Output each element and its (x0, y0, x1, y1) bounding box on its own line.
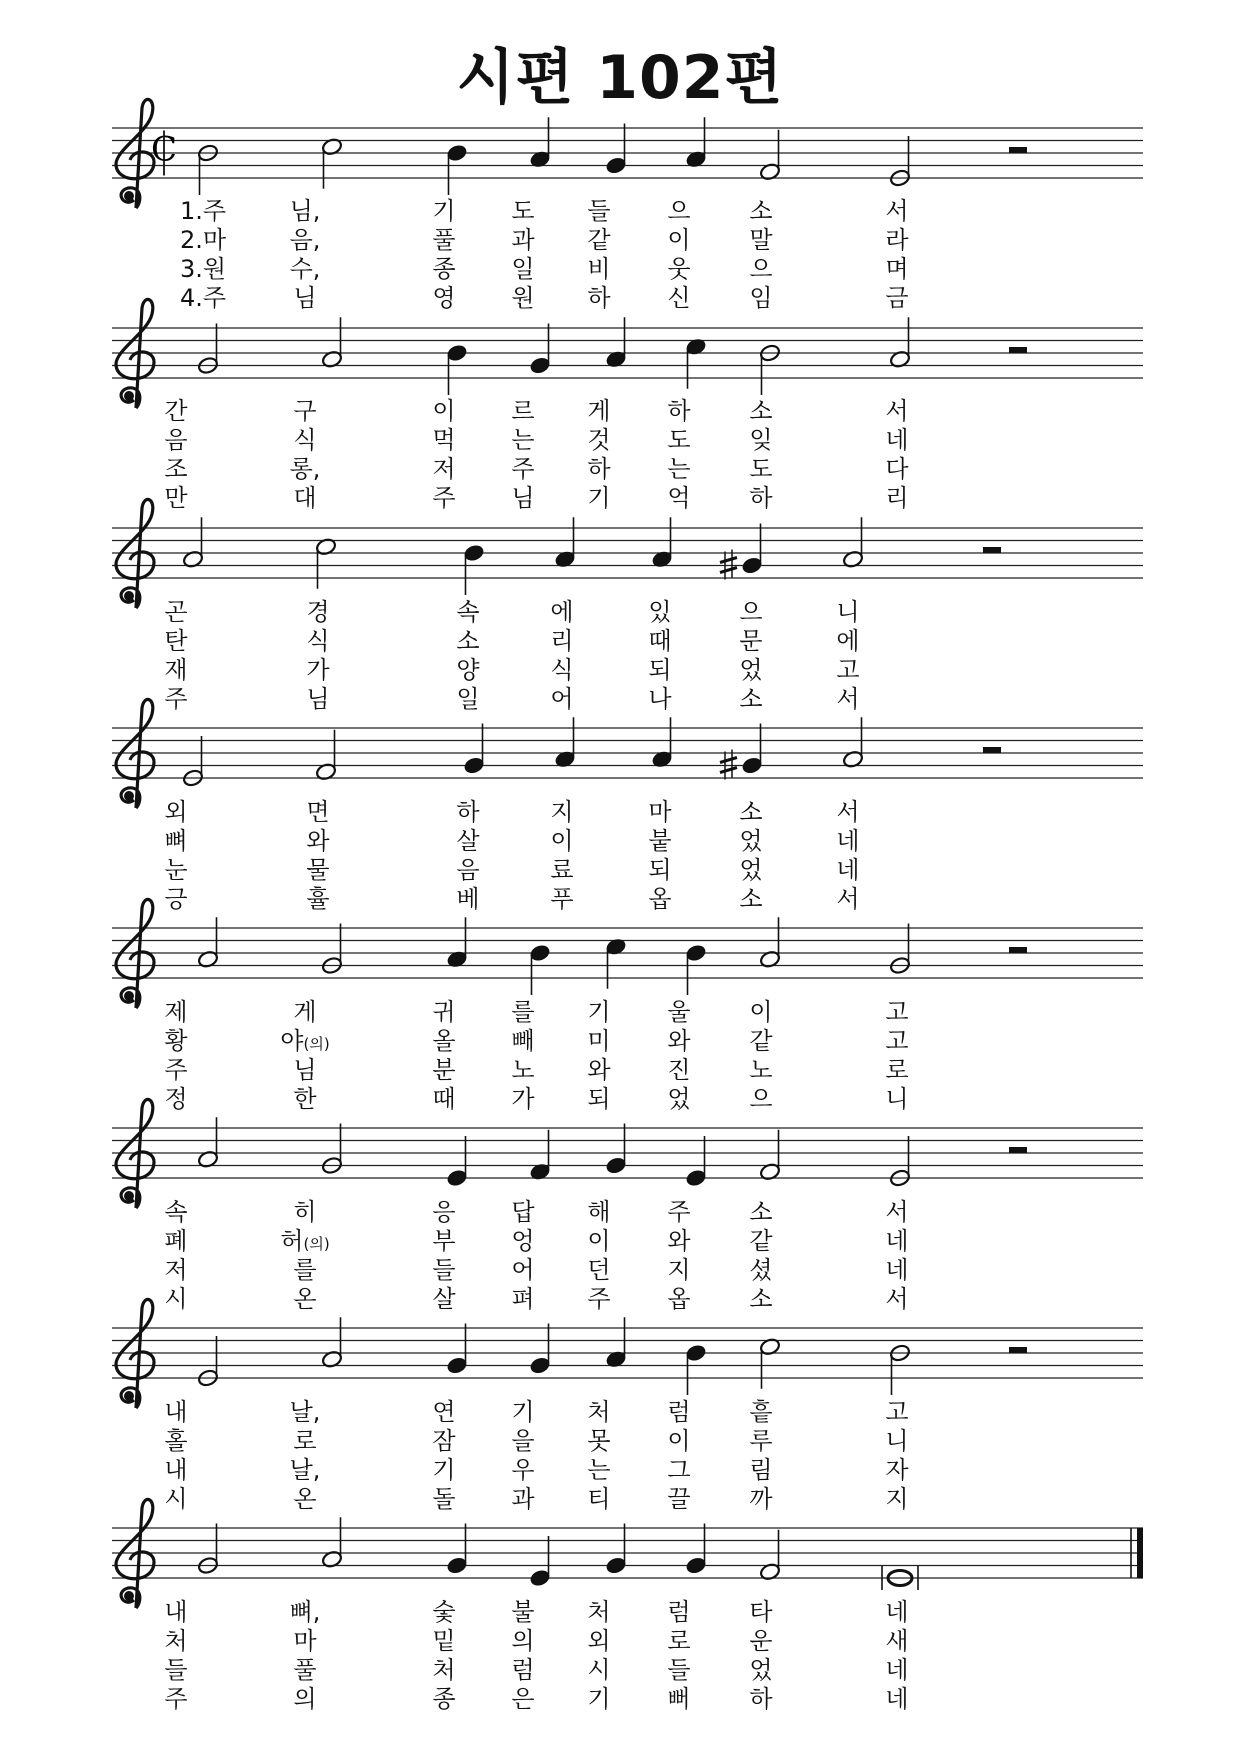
lyric-syllable: 기 (432, 1456, 456, 1484)
half-rest-icon (1009, 347, 1027, 353)
lyric-syllable: 울 (667, 998, 691, 1026)
lyric-syllable: 으 (667, 197, 691, 225)
lyric-syllable: 는 (511, 426, 535, 454)
lyric-syllable: 네 (885, 426, 909, 454)
lyric-syllable: 분 (432, 1056, 456, 1084)
lyric-syllable: 2.마 (180, 226, 227, 254)
lyric-syllable: 를 (511, 998, 535, 1026)
lyric-syllable: 가 (511, 1085, 535, 1113)
lyric-syllable: 하 (587, 284, 611, 312)
lyric-syllable: 날, (289, 1398, 321, 1426)
lyric-syllable: 주 (511, 455, 535, 483)
lyric-syllable: 뻐 (667, 1685, 691, 1713)
lyric-syllable: 이 (550, 827, 574, 855)
lyric-syllable: 와 (587, 1056, 611, 1084)
lyric-syllable: 네 (885, 1256, 909, 1284)
lyric-syllable: 이 (667, 226, 691, 254)
lyric-syllable: 지 (885, 1485, 909, 1513)
lyric-syllable: 응 (432, 1198, 456, 1226)
treble-clef-icon (116, 1299, 154, 1408)
lyric-syllable: 만 (164, 484, 188, 512)
lyric-syllable: 운 (749, 1627, 773, 1655)
lyric-syllable: 1.주 (180, 197, 227, 225)
lyric-syllable: 까 (749, 1485, 773, 1513)
lyric-syllable: 속 (164, 1198, 188, 1226)
barline-thick (1137, 1528, 1143, 1578)
lyric-syllable: 서 (836, 685, 860, 713)
lyric-syllable: 도 (511, 197, 535, 225)
lyric-syllable: 내 (164, 1456, 188, 1484)
lyric-syllable: 소 (749, 197, 773, 225)
lyric-syllable: 들 (432, 1256, 456, 1284)
lyric-syllable: 와 (306, 827, 330, 855)
lyric-syllable: 고 (885, 998, 909, 1026)
lyric-syllable: 도 (667, 426, 691, 454)
lyric-syllable: 서 (885, 197, 909, 225)
lyric-syllable: 소 (739, 885, 763, 913)
lyric-syllable: 지 (667, 1256, 691, 1284)
lyric-syllable: 하 (749, 1685, 773, 1713)
lyric-syllable: 님 (293, 1056, 317, 1084)
lyric-syllable: 어 (550, 685, 574, 713)
lyric-syllable: 제 (164, 998, 188, 1026)
lyric-syllable: 네 (885, 1598, 909, 1626)
lyric-syllable: 경 (306, 598, 330, 626)
lyric-syllable: 과 (511, 226, 535, 254)
lyric-syllable: 뼈, (289, 1598, 321, 1626)
lyric-syllable: 진 (667, 1056, 691, 1084)
lyric-syllable: 던 (587, 1256, 611, 1284)
lyric-syllable: 었 (667, 1085, 691, 1113)
lyric-syllable: 나 (648, 685, 672, 713)
lyric-syllable: 식 (550, 656, 574, 684)
lyric-syllable: 해 (587, 1198, 611, 1226)
lyric-syllable: 에 (550, 598, 574, 626)
half-rest-icon (1009, 947, 1027, 953)
lyric-syllable: 한 (293, 1085, 317, 1113)
lyric-syllable: 새 (885, 1627, 909, 1655)
lyric-syllable: 음 (164, 426, 188, 454)
treble-clef-icon (116, 1499, 154, 1608)
treble-clef-icon (116, 1099, 154, 1208)
lyric-syllable: 올 (432, 1027, 456, 1055)
lyric-syllable: 눈 (164, 856, 188, 884)
lyric-syllable: 허(의) (280, 1227, 330, 1255)
lyric-syllable: 처 (432, 1656, 456, 1684)
lyric-syllable: 주 (164, 1056, 188, 1084)
lyric-syllable: 살 (432, 1285, 456, 1313)
lyric-syllable: 마 (648, 798, 672, 826)
lyric-syllable: 문 (739, 627, 763, 655)
lyric-syllable: 구 (293, 397, 317, 425)
treble-clef-icon (116, 299, 154, 408)
lyric-syllable: 으 (749, 1085, 773, 1113)
lyric-syllable: 기 (432, 197, 456, 225)
lyric-syllable: 기 (587, 1685, 611, 1713)
lyric-syllable: 었 (739, 656, 763, 684)
half-rest-icon (1009, 1147, 1027, 1153)
lyric-syllable: 님 (511, 484, 535, 512)
lyric-syllable: 타 (749, 1598, 773, 1626)
treble-clef-icon (116, 99, 154, 208)
lyric-syllable: 식 (293, 426, 317, 454)
lyric-syllable: 답 (511, 1198, 535, 1226)
lyric-syllable: 휼 (306, 885, 330, 913)
lyric-syllable: 금 (885, 284, 909, 312)
common-time-icon: C (150, 129, 178, 170)
lyric-syllable: 소 (749, 397, 773, 425)
lyric-syllable: 소 (456, 627, 480, 655)
lyric-syllable: 처 (164, 1627, 188, 1655)
lyric-syllable: 노 (749, 1056, 773, 1084)
lyric-syllable: 서 (885, 397, 909, 425)
lyric-syllable: 정 (164, 1085, 188, 1113)
lyric-syllable: 마 (293, 1627, 317, 1655)
sharp-icon (720, 758, 737, 763)
lyric-syllable: 그 (667, 1456, 691, 1484)
lyric-syllable: 들 (667, 1656, 691, 1684)
lyric-syllable: 숯 (432, 1598, 456, 1626)
lyric-syllable: 음, (289, 226, 321, 254)
lyric-syllable: 니 (885, 1085, 909, 1113)
page-title: 시편 102편 (456, 43, 784, 113)
lyric-syllable: 와 (667, 1227, 691, 1255)
lyric-syllable: 소 (749, 1285, 773, 1313)
lyric-syllable: 연 (432, 1398, 456, 1426)
half-rest-icon (983, 747, 1001, 753)
lyric-syllable: 히 (293, 1198, 317, 1226)
lyric-syllable: 옵 (667, 1285, 691, 1313)
lyric-syllable: 불 (511, 1598, 535, 1626)
lyric-syllable: 이 (432, 397, 456, 425)
lyric-syllable: 의 (293, 1685, 317, 1713)
lyric-syllable: 네 (885, 1656, 909, 1684)
sharp-icon (720, 768, 737, 773)
lyric-syllable: 영 (432, 284, 456, 312)
lyric-syllable: 들 (164, 1656, 188, 1684)
lyric-syllable: 양 (456, 656, 480, 684)
lyric-syllable: 빼 (511, 1027, 535, 1055)
lyric-syllable: 말 (749, 226, 773, 254)
lyric-syllable: 우 (511, 1456, 535, 1484)
lyric-syllable: 부 (432, 1227, 456, 1255)
lyric-syllable: 되 (648, 856, 672, 884)
lyric-syllable: 루 (749, 1427, 773, 1455)
lyric-syllable: 일 (511, 255, 535, 283)
lyric-syllable: 로 (667, 1627, 691, 1655)
lyric-syllable: 억 (667, 484, 691, 512)
lyric-syllable: 탄 (164, 627, 188, 655)
lyric-syllable: 엉 (511, 1227, 535, 1255)
lyric-syllable: 풀 (432, 226, 456, 254)
lyric-syllable: 으 (739, 598, 763, 626)
lyric-syllable: 시 (164, 1285, 188, 1313)
lyric-syllable: 주 (164, 1685, 188, 1713)
lyric-syllable: 옵 (648, 885, 672, 913)
lyric-syllable: 는 (667, 455, 691, 483)
lyric-syllable: 는 (587, 1456, 611, 1484)
lyric-syllable: 흩 (749, 1398, 773, 1426)
lyric-syllable: 다 (885, 455, 909, 483)
lyric-syllable: 도 (749, 455, 773, 483)
lyric-syllable: 리 (550, 627, 574, 655)
lyric-syllable: 로 (293, 1427, 317, 1455)
lyric-syllable: 티 (587, 1485, 611, 1513)
lyric-syllable: 에 (836, 627, 860, 655)
lyric-syllable: 저 (432, 455, 456, 483)
lyric-syllable: 니 (885, 1427, 909, 1455)
lyric-syllable: 서 (885, 1198, 909, 1226)
lyric-syllable: 간 (164, 397, 188, 425)
lyric-syllable: 비 (587, 255, 611, 283)
lyric-syllable: 내 (164, 1398, 188, 1426)
lyric-syllable: 있 (648, 598, 672, 626)
lyric-syllable: 럼 (511, 1656, 535, 1684)
lyric-syllable: 들 (587, 197, 611, 225)
lyric-syllable: 되 (648, 656, 672, 684)
lyric-syllable: 외 (164, 798, 188, 826)
lyric-syllable: 식 (306, 627, 330, 655)
lyric-syllable: 하 (667, 397, 691, 425)
lyric-syllable: 주 (164, 685, 188, 713)
lyric-syllable: 셨 (749, 1256, 773, 1284)
lyric-syllable: 밑 (432, 1627, 456, 1655)
lyric-syllable: 시 (164, 1485, 188, 1513)
lyric-syllable: 소 (739, 685, 763, 713)
lyric-syllable: 주 (667, 1198, 691, 1226)
lyric-syllable: 붙 (648, 827, 672, 855)
lyric-syllable: 황 (164, 1027, 188, 1055)
lyric-syllable: 푸 (550, 885, 574, 913)
lyric-syllable: 속 (456, 598, 480, 626)
lyric-syllable: 같 (749, 1227, 773, 1255)
lyric-syllable: 었 (739, 856, 763, 884)
lyric-syllable: 잊 (749, 426, 773, 454)
lyric-syllable: 가 (306, 656, 330, 684)
sharp-icon (720, 568, 737, 573)
lyric-syllable: 야(의) (280, 1027, 330, 1055)
lyric-syllable: 이 (667, 1427, 691, 1455)
lyric-syllable: 료 (550, 856, 574, 884)
lyric-syllable: 서 (885, 1285, 909, 1313)
lyric-syllable: 네 (836, 827, 860, 855)
lyric-syllable: 어 (511, 1256, 535, 1284)
lyric-syllable: 베 (456, 885, 480, 913)
lyric-syllable: 소 (739, 798, 763, 826)
lyric-syllable: 웃 (667, 255, 691, 283)
lyric-syllable: 럼 (667, 1598, 691, 1626)
lyric-syllable: 고 (885, 1398, 909, 1426)
lyric-syllable: 같 (587, 226, 611, 254)
lyric-syllable: 하 (456, 798, 480, 826)
lyric-syllable: 종 (432, 255, 456, 283)
lyric-syllable: 하 (749, 484, 773, 512)
lyric-syllable: 로 (885, 1056, 909, 1084)
lyric-syllable: 의 (511, 1627, 535, 1655)
lyric-syllable: 와 (667, 1027, 691, 1055)
lyric-syllable: 풀 (293, 1656, 317, 1684)
lyric-syllable: 네 (885, 1227, 909, 1255)
half-rest-icon (1009, 1347, 1027, 1353)
lyric-syllable: 처 (587, 1398, 611, 1426)
lyric-syllable: 으 (749, 255, 773, 283)
lyric-syllable: 수, (289, 255, 321, 283)
lyric-syllable: 시 (587, 1656, 611, 1684)
lyric-syllable: 서 (836, 885, 860, 913)
lyric-syllable: 돌 (432, 1485, 456, 1513)
lyric-syllable: 외 (587, 1627, 611, 1655)
lyric-syllable: 펴 (511, 1285, 535, 1313)
lyric-syllable: 님 (293, 284, 317, 312)
lyric-syllable: 를 (293, 1256, 317, 1284)
lyric-syllable: 었 (739, 827, 763, 855)
lyric-syllable: 럼 (667, 1398, 691, 1426)
lyric-syllable: 네 (885, 1685, 909, 1713)
lyric-syllable: 긍 (164, 885, 188, 913)
lyric-syllable: 주 (432, 484, 456, 512)
lyric-syllable: 날, (289, 1456, 321, 1484)
lyric-syllable: 물 (306, 856, 330, 884)
lyric-syllable: 일 (456, 685, 480, 713)
lyric-syllable: 재 (164, 656, 188, 684)
lyric-syllable: 을 (511, 1427, 535, 1455)
lyric-syllable: 뼈 (164, 827, 188, 855)
lyric-syllable: 지 (550, 798, 574, 826)
sharp-icon (720, 558, 737, 563)
half-rest-icon (983, 547, 1001, 553)
lyric-syllable: 과 (511, 1485, 535, 1513)
treble-clef-icon (116, 899, 154, 1008)
half-rest-icon (1009, 147, 1027, 153)
lyric-syllable: 음 (456, 856, 480, 884)
lyric-syllable: 종 (432, 1685, 456, 1713)
lyric-syllable: 었 (749, 1656, 773, 1684)
lyric-syllable: 게 (587, 397, 611, 425)
treble-clef-icon (116, 699, 154, 808)
lyric-syllable: 같 (749, 1027, 773, 1055)
lyric-syllable: 노 (511, 1056, 535, 1084)
lyric-syllable: 폐 (164, 1227, 188, 1255)
lyric-syllable: 4.주 (180, 284, 227, 312)
lyric-syllable: 먹 (432, 426, 456, 454)
lyric-syllable: 고 (885, 1027, 909, 1055)
lyric-syllable: 고 (836, 656, 860, 684)
lyric-syllable: 서 (836, 798, 860, 826)
lyric-syllable: 기 (587, 998, 611, 1026)
lyric-syllable: 임 (749, 284, 773, 312)
lyric-syllable: 니 (836, 598, 860, 626)
lyric-syllable: 소 (749, 1198, 773, 1226)
lyric-syllable: 조 (164, 455, 188, 483)
lyric-syllable: 기 (511, 1398, 535, 1426)
lyric-syllable: 미 (587, 1027, 611, 1055)
lyric-syllable: 르 (511, 397, 535, 425)
lyric-syllable: 신 (667, 284, 691, 312)
lyric-syllable: 자 (885, 1456, 909, 1484)
lyric-syllable: 살 (456, 827, 480, 855)
lyric-syllable: 면 (306, 798, 330, 826)
lyric-syllable: 게 (293, 998, 317, 1026)
lyric-syllable: 림 (749, 1456, 773, 1484)
lyric-syllable: 은 (511, 1685, 535, 1713)
lyric-syllable: 처 (587, 1598, 611, 1626)
lyric-syllable: 네 (836, 856, 860, 884)
lyric-syllable: 라 (885, 226, 909, 254)
lyric-syllable: 이 (587, 1227, 611, 1255)
lyric-syllable: 주 (587, 1285, 611, 1313)
lyric-syllable: 3.원 (180, 255, 227, 283)
lyric-syllable: 때 (432, 1085, 456, 1113)
lyric-syllable: 온 (293, 1485, 317, 1513)
lyric-syllable: 잠 (432, 1427, 456, 1455)
lyric-syllable: 리 (885, 484, 909, 512)
lyric-syllable: 온 (293, 1285, 317, 1313)
treble-clef-icon (116, 499, 154, 608)
lyric-syllable: 님 (306, 685, 330, 713)
lyric-syllable: 홀 (164, 1427, 188, 1455)
lyric-syllable: 저 (164, 1256, 188, 1284)
lyric-syllable: 기 (587, 484, 611, 512)
lyric-syllable: 귀 (432, 998, 456, 1026)
lyric-syllable: 이 (749, 998, 773, 1026)
lyric-syllable: 원 (511, 284, 535, 312)
lyric-syllable: 끌 (667, 1485, 691, 1513)
lyric-syllable: 하 (587, 455, 611, 483)
lyric-syllable: 것 (587, 426, 611, 454)
lyric-syllable: 되 (587, 1085, 611, 1113)
lyric-syllable: 내 (164, 1598, 188, 1626)
lyric-syllable: 롱, (289, 455, 321, 483)
lyric-syllable: 곤 (164, 598, 188, 626)
lyric-syllable: 님, (289, 197, 321, 225)
lyric-syllable: 못 (587, 1427, 611, 1455)
lyric-syllable: 대 (293, 484, 317, 512)
lyric-syllable: 때 (648, 627, 672, 655)
lyric-syllable: 며 (885, 255, 909, 283)
